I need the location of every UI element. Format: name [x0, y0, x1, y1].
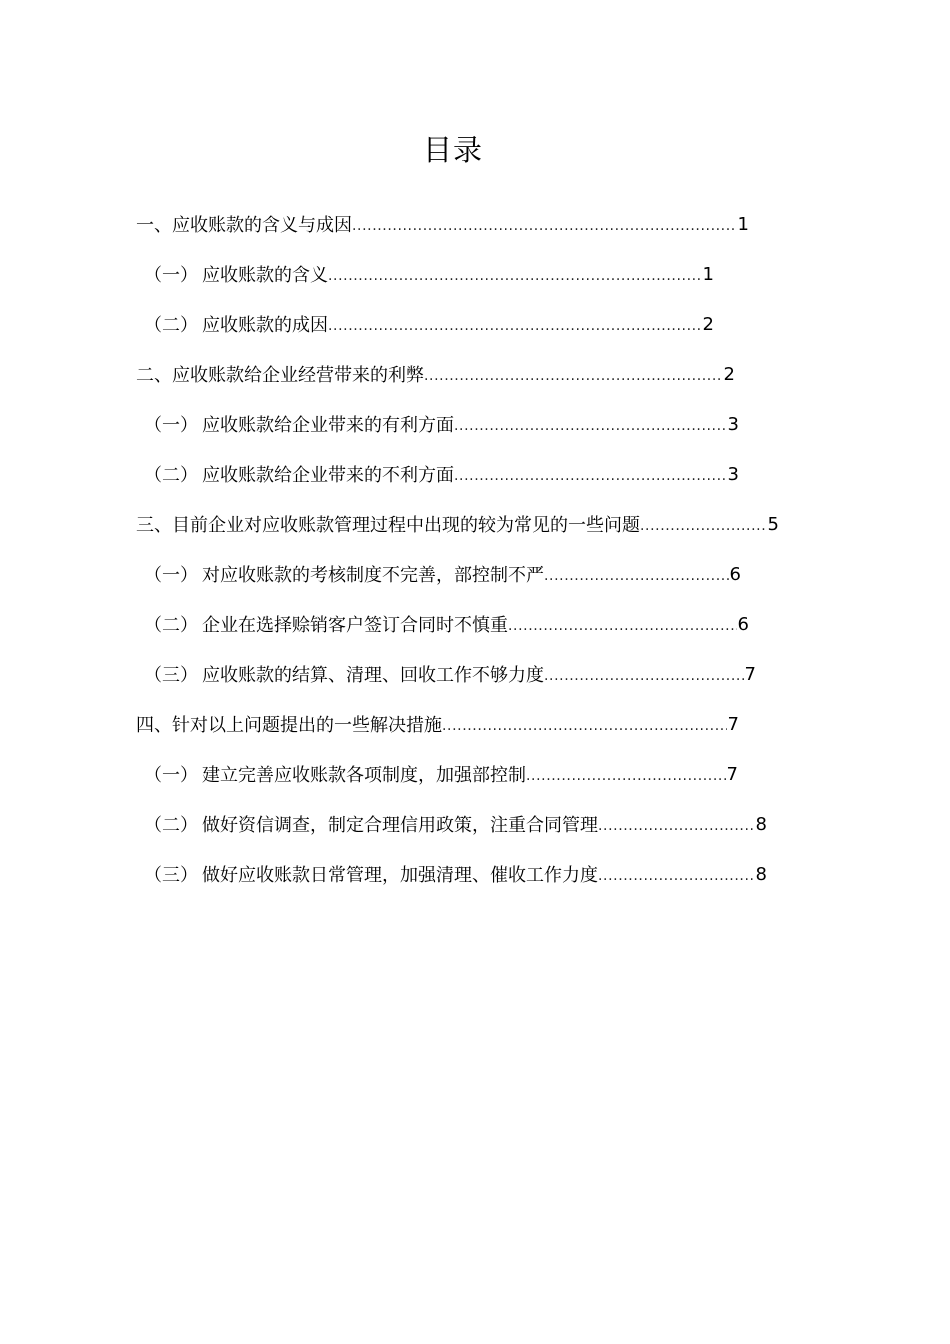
- toc-entry-number: （一）: [144, 265, 198, 286]
- toc-entry-number: （三）: [144, 665, 198, 686]
- toc-entry-page: 7: [726, 763, 738, 785]
- toc-entry-label: 应收账款的成因: [202, 315, 328, 336]
- toc-entry-page: 2: [723, 363, 735, 385]
- dot-leader: [454, 418, 727, 434]
- dot-leader: [544, 568, 729, 584]
- toc-entry-label: 对应收账款的考核制度不完善，部控制不严: [202, 565, 544, 586]
- dot-leader: [442, 718, 727, 734]
- toc-entry-label: 建立完善应收账款各项制度，加强部控制: [202, 765, 526, 786]
- toc-entry-page: 8: [755, 813, 767, 835]
- toc-entry-number: （二）: [144, 315, 198, 336]
- dot-leader: [598, 868, 755, 884]
- toc-entry-number: 三、: [136, 515, 172, 536]
- toc-entry-label: 做好资信调查，制定合理信用政策，注重合同管理: [202, 815, 598, 836]
- toc-entry-3[interactable]: [136, 504, 779, 544]
- toc-entry-number: （一）: [144, 565, 198, 586]
- toc-entry-label: 应收账款的含义与成因: [172, 215, 352, 236]
- toc-entry-label: 应收账款给企业带来的不利方面: [202, 465, 454, 486]
- toc-entry-1-1[interactable]: [144, 254, 714, 294]
- dot-leader: [328, 268, 702, 284]
- page-title: 目录: [422, 133, 483, 167]
- toc-entry-page: 6: [737, 613, 749, 635]
- toc-entry-label: 针对以上问题提出的一些解决措施: [172, 715, 442, 736]
- dot-leader: [352, 218, 737, 234]
- toc-entry-label: 应收账款给企业带来的有利方面: [202, 415, 454, 436]
- dot-leader: [544, 668, 744, 684]
- toc-entry-number: 二、: [136, 365, 172, 386]
- toc-entry-number: （一）: [144, 415, 198, 436]
- toc-entry-page: 5: [767, 513, 779, 535]
- toc-entry-label: 做好应收账款日常管理，加强清理、催收工作力度: [202, 865, 598, 886]
- toc-entry-number: 一、: [136, 215, 172, 236]
- toc-entry-4-3[interactable]: [144, 854, 767, 894]
- toc-entry-page: 1: [702, 263, 714, 285]
- toc-entry-2-2[interactable]: [144, 454, 739, 494]
- toc-entry-3-1[interactable]: [144, 554, 741, 594]
- toc-entry-4[interactable]: [136, 704, 739, 744]
- toc-entry-number: 四、: [136, 715, 172, 736]
- dot-leader: [328, 318, 702, 334]
- toc-entry-1[interactable]: [136, 204, 749, 244]
- toc-entry-label: 目前企业对应收账款管理过程中出现的较为常见的一些问题: [172, 515, 640, 536]
- dot-leader: [640, 518, 767, 534]
- toc-entry-2-1[interactable]: [144, 404, 739, 444]
- toc-entry-number: （一）: [144, 765, 198, 786]
- toc-entry-3-2[interactable]: [144, 604, 749, 644]
- toc-entry-page: 3: [727, 463, 739, 485]
- toc-entry-label: 应收账款的含义: [202, 265, 328, 286]
- toc-entry-number: （二）: [144, 465, 198, 486]
- toc-entry-page: 6: [729, 563, 741, 585]
- toc-entry-4-1[interactable]: [144, 754, 738, 794]
- toc-entry-page: 1: [737, 213, 749, 235]
- toc-entry-number: （二）: [144, 815, 198, 836]
- toc-entry-2[interactable]: [136, 354, 735, 394]
- toc-entry-page: 7: [744, 663, 756, 685]
- dot-leader: [424, 368, 723, 384]
- toc-entry-page: 3: [727, 413, 739, 435]
- toc-entry-1-2[interactable]: [144, 304, 714, 344]
- toc-entry-number: （二）: [144, 615, 198, 636]
- toc-entry-page: 8: [755, 863, 767, 885]
- toc-entry-3-3[interactable]: [144, 654, 756, 694]
- dot-leader: [526, 768, 726, 784]
- toc-entry-label: 应收账款的结算、清理、回收工作不够力度: [202, 665, 544, 686]
- toc-entry-page: 2: [702, 313, 714, 335]
- toc-entry-label: 企业在选择赊销客户签订合同时不慎重: [202, 615, 508, 636]
- dot-leader: [508, 618, 737, 634]
- toc-entry-4-2[interactable]: [144, 804, 767, 844]
- toc-entry-page: 7: [727, 713, 739, 735]
- dot-leader: [598, 818, 755, 834]
- toc-entry-number: （三）: [144, 865, 198, 886]
- dot-leader: [454, 468, 727, 484]
- toc-entry-label: 应收账款给企业经营带来的利弊: [172, 365, 424, 386]
